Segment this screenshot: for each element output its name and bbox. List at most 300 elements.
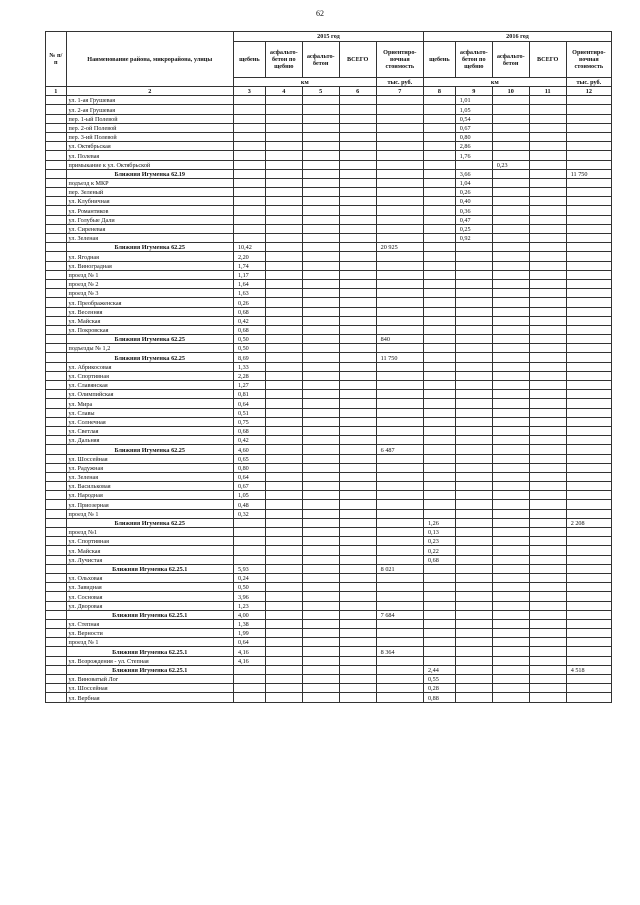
- street-name: ул. Абрикосовая: [66, 362, 233, 371]
- value-cell-c10: [492, 114, 529, 123]
- value-cell-c4: [265, 243, 302, 252]
- value-cell-c11: [529, 169, 566, 178]
- value-cell-c9: [455, 325, 492, 334]
- value-cell-c7: [376, 197, 423, 206]
- value-cell-c11: [529, 528, 566, 537]
- value-cell-c12: [566, 417, 611, 426]
- street-name: проезд № 2: [66, 279, 233, 288]
- header-2015-unit-km: км: [233, 78, 376, 87]
- value-cell-c11: [529, 105, 566, 114]
- value-cell-c10: [492, 610, 529, 619]
- value-cell-c9: [455, 472, 492, 481]
- value-cell-c4: [265, 252, 302, 261]
- value-cell-c10: [492, 399, 529, 408]
- value-cell-c9: 1,04: [455, 178, 492, 187]
- table-row: [46, 234, 612, 243]
- table-row: [46, 206, 612, 215]
- value-cell-c12: [566, 528, 611, 537]
- value-cell-c10: [492, 279, 529, 288]
- value-cell-c3: [233, 123, 265, 132]
- value-cell-c11: [529, 316, 566, 325]
- value-cell-c12: [566, 629, 611, 638]
- value-cell-c10: [492, 289, 529, 298]
- row-number-cell: [46, 362, 67, 371]
- value-cell-c10: [492, 656, 529, 665]
- value-cell-c3: 2,28: [233, 371, 265, 380]
- index-cell: 3: [233, 87, 265, 96]
- value-cell-c9: [455, 665, 492, 674]
- value-cell-c12: [566, 123, 611, 132]
- value-cell-c3: 0,64: [233, 638, 265, 647]
- header-year-2016: 2016 год: [423, 32, 611, 42]
- table-row: [46, 289, 612, 298]
- value-cell-c6: [339, 132, 376, 141]
- value-cell-c4: [265, 270, 302, 279]
- value-cell-c12: [566, 656, 611, 665]
- value-cell-c5: [302, 399, 339, 408]
- value-cell-c9: [455, 371, 492, 380]
- value-cell-c7: [376, 482, 423, 491]
- table-row: [46, 279, 612, 288]
- value-cell-c9: 2,86: [455, 142, 492, 151]
- group-row: [46, 335, 612, 344]
- value-cell-c11: [529, 592, 566, 601]
- value-cell-c10: [492, 619, 529, 628]
- value-cell-c7: [376, 399, 423, 408]
- value-cell-c11: [529, 114, 566, 123]
- value-cell-c5: [302, 114, 339, 123]
- value-cell-c12: [566, 583, 611, 592]
- value-cell-c11: [529, 445, 566, 454]
- value-cell-c7: [376, 123, 423, 132]
- value-cell-c9: [455, 454, 492, 463]
- value-cell-c10: [492, 215, 529, 224]
- row-number-cell: [46, 675, 67, 684]
- value-cell-c3: [233, 142, 265, 151]
- street-name: ул. Зеленая: [66, 472, 233, 481]
- value-cell-c10: [492, 381, 529, 390]
- value-cell-c6: [339, 362, 376, 371]
- value-cell-c11: [529, 371, 566, 380]
- value-cell-c8: [423, 647, 455, 656]
- value-cell-c7: [376, 629, 423, 638]
- value-cell-c3: 4,00: [233, 610, 265, 619]
- value-cell-c6: [339, 564, 376, 573]
- row-number-cell: [46, 399, 67, 408]
- street-name: ул. Светлая: [66, 426, 233, 435]
- value-cell-c3: 1,27: [233, 381, 265, 390]
- street-name: проезд № 3: [66, 289, 233, 298]
- value-cell-c5: [302, 454, 339, 463]
- value-cell-c11: [529, 693, 566, 702]
- value-cell-c12: [566, 601, 611, 610]
- value-cell-c4: [265, 491, 302, 500]
- value-cell-c12: [566, 132, 611, 141]
- value-cell-c5: [302, 647, 339, 656]
- row-number-cell: [46, 261, 67, 270]
- street-name: подъезд к МКР: [66, 178, 233, 187]
- street-name: ул. Славы: [66, 408, 233, 417]
- value-cell-c12: [566, 243, 611, 252]
- value-cell-c11: [529, 500, 566, 509]
- value-cell-c12: [566, 188, 611, 197]
- value-cell-c6: [339, 500, 376, 509]
- value-cell-c4: [265, 463, 302, 472]
- value-cell-c9: [455, 316, 492, 325]
- group-row: [46, 353, 612, 362]
- value-cell-c6: [339, 381, 376, 390]
- value-cell-c3: 1,33: [233, 362, 265, 371]
- value-cell-c10: [492, 123, 529, 132]
- value-cell-c7: [376, 224, 423, 233]
- value-cell-c6: [339, 619, 376, 628]
- value-cell-c6: [339, 684, 376, 693]
- value-cell-c7: [376, 234, 423, 243]
- value-cell-c5: [302, 261, 339, 270]
- value-cell-c7: 8 021: [376, 564, 423, 573]
- value-cell-c6: [339, 353, 376, 362]
- table-row: [46, 638, 612, 647]
- table-row: [46, 408, 612, 417]
- value-cell-c4: [265, 123, 302, 132]
- value-cell-c9: 1,05: [455, 105, 492, 114]
- value-cell-c9: [455, 160, 492, 169]
- value-cell-c12: [566, 197, 611, 206]
- value-cell-c8: [423, 408, 455, 417]
- value-cell-c5: [302, 619, 339, 628]
- value-cell-c3: [233, 537, 265, 546]
- value-cell-c10: [492, 206, 529, 215]
- row-number-cell: [46, 234, 67, 243]
- value-cell-c5: [302, 307, 339, 316]
- value-cell-c7: 8 364: [376, 647, 423, 656]
- row-number-cell: [46, 436, 67, 445]
- table-row: [46, 528, 612, 537]
- value-cell-c6: [339, 509, 376, 518]
- value-cell-c6: [339, 325, 376, 334]
- value-cell-c4: [265, 188, 302, 197]
- value-cell-c11: [529, 564, 566, 573]
- value-cell-c12: [566, 316, 611, 325]
- value-cell-c12: [566, 445, 611, 454]
- index-cell: 4: [265, 87, 302, 96]
- row-number-cell: [46, 335, 67, 344]
- value-cell-c5: [302, 638, 339, 647]
- value-cell-c10: [492, 224, 529, 233]
- value-cell-c12: [566, 546, 611, 555]
- value-cell-c10: [492, 472, 529, 481]
- table-row: [46, 114, 612, 123]
- street-name: ул. Романтиков: [66, 206, 233, 215]
- value-cell-c3: [233, 132, 265, 141]
- value-cell-c7: [376, 573, 423, 582]
- value-cell-c9: [455, 445, 492, 454]
- value-cell-c4: [265, 353, 302, 362]
- value-cell-c3: [233, 546, 265, 555]
- street-name: ул. Майская: [66, 546, 233, 555]
- value-cell-c9: [455, 335, 492, 344]
- value-cell-c4: [265, 537, 302, 546]
- value-cell-c10: [492, 270, 529, 279]
- value-cell-c7: [376, 500, 423, 509]
- row-number-cell: [46, 123, 67, 132]
- value-cell-c7: [376, 307, 423, 316]
- street-name: ул. Сиреневая: [66, 224, 233, 233]
- street-name: ул. Спортивная: [66, 371, 233, 380]
- value-cell-c12: [566, 399, 611, 408]
- value-cell-c7: [376, 454, 423, 463]
- value-cell-c10: [492, 482, 529, 491]
- value-cell-c5: [302, 583, 339, 592]
- street-name: ул. Весенняя: [66, 307, 233, 316]
- value-cell-c9: [455, 509, 492, 518]
- row-number-cell: [46, 491, 67, 500]
- value-cell-c7: [376, 270, 423, 279]
- value-cell-c8: [423, 482, 455, 491]
- value-cell-c9: [455, 693, 492, 702]
- value-cell-c10: [492, 325, 529, 334]
- group-row: [46, 518, 612, 527]
- value-cell-c8: 2,44: [423, 665, 455, 674]
- value-cell-c10: [492, 647, 529, 656]
- index-cell: 8: [423, 87, 455, 96]
- value-cell-c8: 0,55: [423, 675, 455, 684]
- value-cell-c3: [233, 518, 265, 527]
- row-number-cell: [46, 665, 67, 674]
- value-cell-c4: [265, 647, 302, 656]
- index-cell: 5: [302, 87, 339, 96]
- row-number-cell: [46, 463, 67, 472]
- row-number-cell: [46, 546, 67, 555]
- value-cell-c11: [529, 610, 566, 619]
- value-cell-c8: [423, 234, 455, 243]
- value-cell-c10: [492, 408, 529, 417]
- value-cell-c9: [455, 555, 492, 564]
- value-cell-c8: 0,88: [423, 693, 455, 702]
- table-row: [46, 224, 612, 233]
- value-cell-c6: [339, 518, 376, 527]
- value-cell-c5: [302, 96, 339, 105]
- street-name: ул. Солнечная: [66, 417, 233, 426]
- value-cell-c12: [566, 463, 611, 472]
- value-cell-c10: [492, 96, 529, 105]
- value-cell-c6: [339, 298, 376, 307]
- table-row: [46, 537, 612, 546]
- value-cell-c12: [566, 472, 611, 481]
- value-cell-c4: [265, 325, 302, 334]
- value-cell-c4: [265, 316, 302, 325]
- value-cell-c6: [339, 583, 376, 592]
- value-cell-c5: [302, 234, 339, 243]
- street-name: ул. Олимпийская: [66, 390, 233, 399]
- value-cell-c12: [566, 684, 611, 693]
- table-row: [46, 188, 612, 197]
- value-cell-c7: [376, 619, 423, 628]
- value-cell-c5: [302, 546, 339, 555]
- row-number-cell: [46, 224, 67, 233]
- table-row: [46, 105, 612, 114]
- value-cell-c7: [376, 132, 423, 141]
- table-row: [46, 96, 612, 105]
- value-cell-c5: [302, 592, 339, 601]
- value-cell-c9: [455, 592, 492, 601]
- value-cell-c7: [376, 426, 423, 435]
- value-cell-c11: [529, 224, 566, 233]
- row-number-cell: [46, 353, 67, 362]
- value-cell-c8: [423, 206, 455, 215]
- value-cell-c4: [265, 335, 302, 344]
- value-cell-c9: [455, 675, 492, 684]
- street-name: проезд № 1: [66, 638, 233, 647]
- value-cell-c6: [339, 234, 376, 243]
- row-number-cell: [46, 629, 67, 638]
- value-cell-c6: [339, 546, 376, 555]
- value-cell-c4: [265, 279, 302, 288]
- row-number-cell: [46, 197, 67, 206]
- value-cell-c8: [423, 307, 455, 316]
- street-name: ул. Васильковая: [66, 482, 233, 491]
- value-cell-c3: [233, 188, 265, 197]
- value-cell-c3: 0,80: [233, 463, 265, 472]
- value-cell-c5: [302, 693, 339, 702]
- street-name: пер. 2-ой Полевой: [66, 123, 233, 132]
- value-cell-c4: [265, 426, 302, 435]
- table-row: [46, 270, 612, 279]
- value-cell-c11: [529, 638, 566, 647]
- value-cell-c3: 0,50: [233, 344, 265, 353]
- district-name: Ближняя Игуменка 62.25.1: [66, 610, 233, 619]
- value-cell-c6: [339, 417, 376, 426]
- value-cell-c12: [566, 105, 611, 114]
- row-number-cell: [46, 178, 67, 187]
- group-row: [46, 610, 612, 619]
- value-cell-c8: [423, 344, 455, 353]
- row-number-cell: [46, 96, 67, 105]
- table-row: [46, 472, 612, 481]
- value-cell-c4: [265, 390, 302, 399]
- value-cell-c6: [339, 160, 376, 169]
- value-cell-c5: [302, 417, 339, 426]
- value-cell-c10: [492, 436, 529, 445]
- value-cell-c7: [376, 169, 423, 178]
- value-cell-c8: [423, 298, 455, 307]
- value-cell-c11: [529, 96, 566, 105]
- value-cell-c9: [455, 638, 492, 647]
- value-cell-c3: 0,68: [233, 426, 265, 435]
- table-row: [46, 307, 612, 316]
- value-cell-c4: [265, 675, 302, 684]
- value-cell-c8: [423, 610, 455, 619]
- table-row: [46, 390, 612, 399]
- table-row: [46, 316, 612, 325]
- row-number-cell: [46, 573, 67, 582]
- value-cell-c5: [302, 105, 339, 114]
- street-name: ул. Майская: [66, 316, 233, 325]
- value-cell-c10: [492, 546, 529, 555]
- value-cell-c9: [455, 491, 492, 500]
- value-cell-c8: [423, 316, 455, 325]
- value-cell-c5: [302, 151, 339, 160]
- value-cell-c7: [376, 142, 423, 151]
- value-cell-c6: [339, 142, 376, 151]
- value-cell-c6: [339, 307, 376, 316]
- value-cell-c4: [265, 169, 302, 178]
- value-cell-c4: [265, 417, 302, 426]
- row-number-cell: [46, 408, 67, 417]
- value-cell-c8: [423, 132, 455, 141]
- value-cell-c3: 1,38: [233, 619, 265, 628]
- value-cell-c8: [423, 445, 455, 454]
- value-cell-c8: [423, 454, 455, 463]
- row-number-cell: [46, 454, 67, 463]
- value-cell-c12: [566, 555, 611, 564]
- header-2015-asphalt: асфальто-бетон: [302, 42, 339, 78]
- value-cell-c12: [566, 362, 611, 371]
- value-cell-c12: [566, 647, 611, 656]
- value-cell-c3: 1,05: [233, 491, 265, 500]
- row-number-cell: [46, 564, 67, 573]
- street-name: проезд № 1: [66, 270, 233, 279]
- value-cell-c3: 8,69: [233, 353, 265, 362]
- value-cell-c4: [265, 132, 302, 141]
- value-cell-c12: [566, 353, 611, 362]
- row-number-cell: [46, 132, 67, 141]
- value-cell-c11: [529, 261, 566, 270]
- value-cell-c12: [566, 675, 611, 684]
- value-cell-c9: [455, 463, 492, 472]
- table-row: [46, 344, 612, 353]
- value-cell-c3: [233, 178, 265, 187]
- value-cell-c6: [339, 261, 376, 270]
- value-cell-c7: [376, 298, 423, 307]
- value-cell-c9: 0,54: [455, 114, 492, 123]
- value-cell-c7: [376, 390, 423, 399]
- value-cell-c10: [492, 518, 529, 527]
- value-cell-c3: [233, 206, 265, 215]
- value-cell-c11: [529, 518, 566, 527]
- value-cell-c7: 840: [376, 335, 423, 344]
- table-row: [46, 583, 612, 592]
- value-cell-c3: [233, 215, 265, 224]
- value-cell-c3: 4,60: [233, 445, 265, 454]
- value-cell-c3: 1,64: [233, 279, 265, 288]
- district-name: Ближняя Игуменка 62.25: [66, 335, 233, 344]
- value-cell-c9: [455, 426, 492, 435]
- value-cell-c10: [492, 142, 529, 151]
- street-name: ул. Преображенская: [66, 298, 233, 307]
- value-cell-c9: [455, 528, 492, 537]
- value-cell-c6: [339, 279, 376, 288]
- value-cell-c7: [376, 592, 423, 601]
- value-cell-c6: [339, 151, 376, 160]
- value-cell-c6: [339, 408, 376, 417]
- row-number-cell: [46, 188, 67, 197]
- index-cell: 11: [529, 87, 566, 96]
- value-cell-c5: [302, 684, 339, 693]
- table-row: [46, 555, 612, 564]
- value-cell-c3: 1,63: [233, 289, 265, 298]
- value-cell-c10: [492, 188, 529, 197]
- value-cell-c6: [339, 270, 376, 279]
- value-cell-c12: [566, 693, 611, 702]
- row-number-cell: [46, 638, 67, 647]
- value-cell-c5: [302, 381, 339, 390]
- street-name: ул. Дворовая: [66, 601, 233, 610]
- street-name: ул. Завидная: [66, 583, 233, 592]
- value-cell-c11: [529, 279, 566, 288]
- value-cell-c11: [529, 491, 566, 500]
- value-cell-c11: [529, 436, 566, 445]
